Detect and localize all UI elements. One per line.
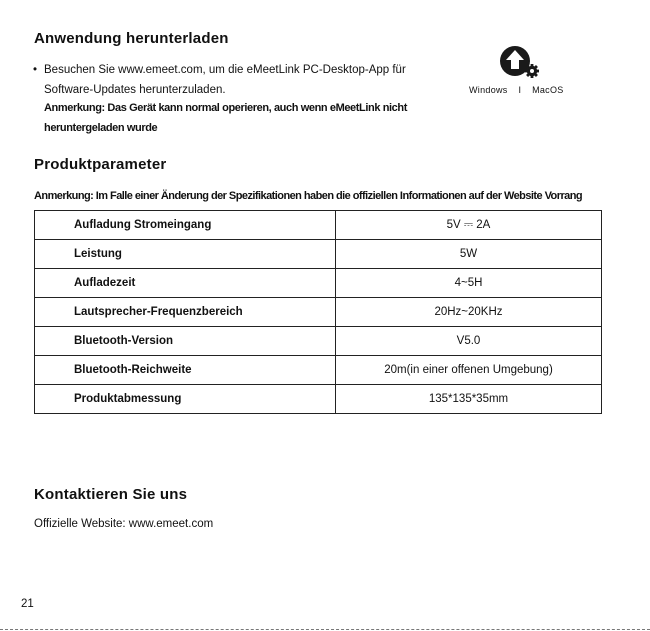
os-windows-label: Windows — [469, 85, 508, 95]
params-note: Anmerkung: Im Falle einer Änderung der Spezifikationen haben die offiziellen Informationen auf der Website Vorrang — [34, 190, 583, 202]
os-mac-label: MacOS — [532, 85, 564, 95]
spec-key: Aufladezeit — [35, 269, 336, 298]
table-row — [35, 327, 602, 356]
table-row — [35, 385, 602, 414]
spec-table — [34, 210, 602, 414]
spec-value: 5W — [336, 240, 602, 269]
spec-value: 135*135*35mm — [336, 385, 602, 414]
download-heading: Anwendung herunterladen — [34, 30, 229, 47]
os-support-line — [469, 85, 564, 95]
spec-key: Lautsprecher-Frequenzbereich — [35, 298, 336, 327]
page-number: 21 — [21, 598, 34, 610]
contact-heading: Kontaktieren Sie uns — [34, 486, 188, 503]
download-bullet: • — [33, 64, 38, 76]
table-row — [35, 240, 602, 269]
table-row — [35, 211, 602, 240]
contact-website: Offizielle Website: www.emeet.com — [34, 518, 214, 530]
spec-key: Bluetooth-Version — [35, 327, 336, 356]
os-separator: I — [518, 85, 522, 95]
spec-value: 20Hz~20KHz — [336, 298, 602, 327]
spec-key: Bluetooth-Reichweite — [35, 356, 336, 385]
download-update-icon — [500, 44, 540, 80]
download-text-line2: Software-Updates herunterzuladen. — [44, 84, 226, 96]
table-row — [35, 356, 602, 385]
params-heading: Produktparameter — [34, 156, 167, 173]
download-note-line2: heruntergeladen wurde — [44, 122, 158, 134]
spec-value: 5V ⎓ 2A — [336, 211, 602, 240]
spec-value: 4~5H — [336, 269, 602, 298]
bottom-divider — [0, 629, 650, 630]
spec-value: V5.0 — [336, 327, 602, 356]
table-row — [35, 298, 602, 327]
spec-key: Produktabmessung — [35, 385, 336, 414]
spec-key: Leistung — [35, 240, 336, 269]
download-text-line1: Besuchen Sie www.emeet.com, um die eMeetLink PC-Desktop-App für — [44, 64, 406, 76]
table-row — [35, 269, 602, 298]
spec-key: Aufladung Stromeingang — [35, 211, 336, 240]
download-note-line1: Anmerkung: Das Gerät kann normal operieren, auch wenn eMeetLink nicht — [44, 102, 407, 114]
spec-value: 20m(in einer offenen Umgebung) — [336, 356, 602, 385]
